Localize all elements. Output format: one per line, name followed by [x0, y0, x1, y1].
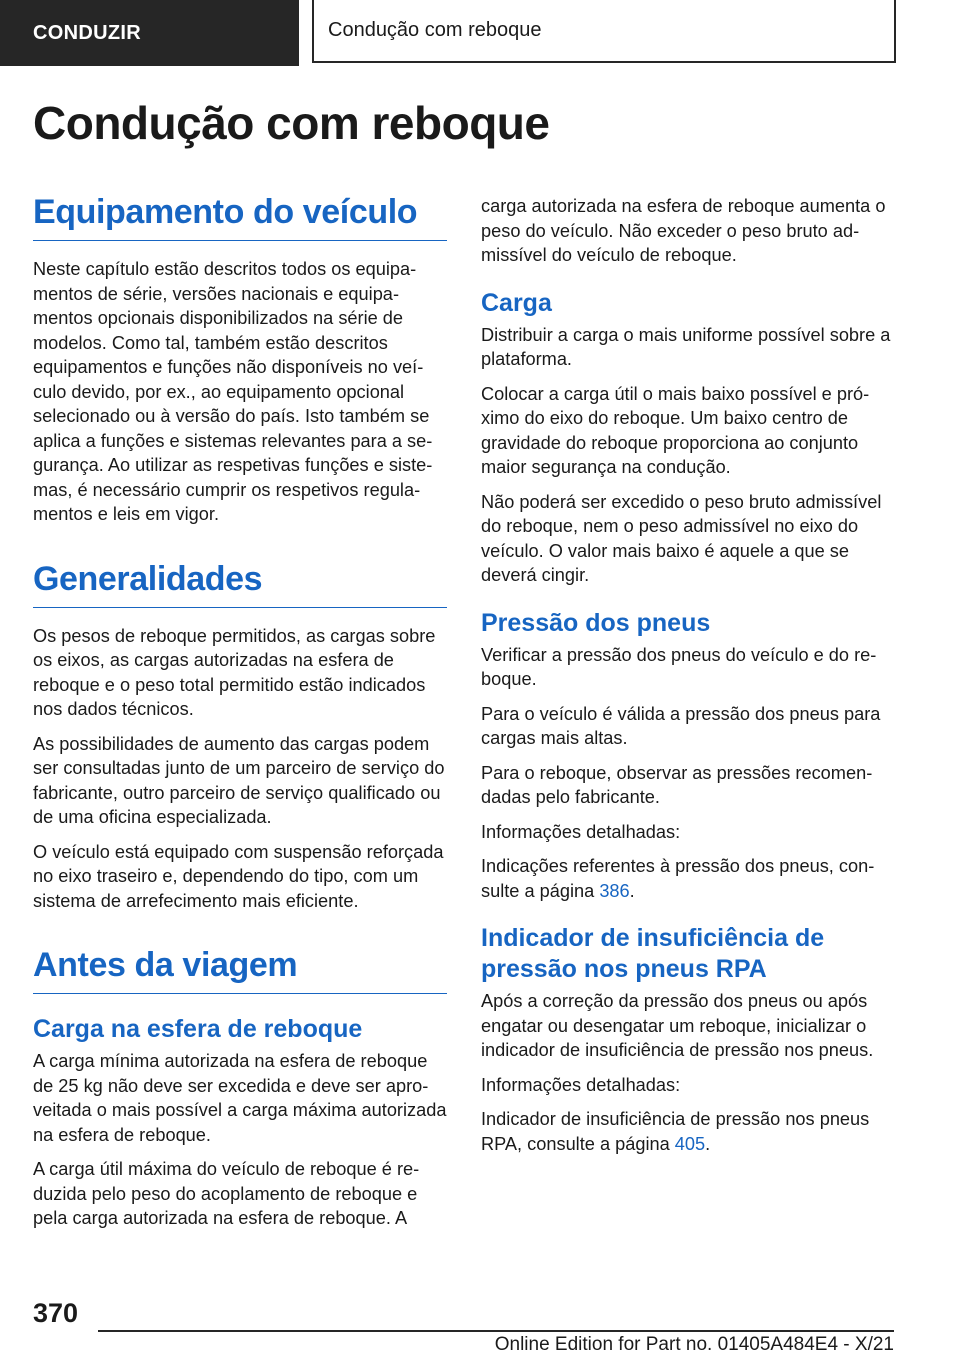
- header-section-tab: [0, 0, 299, 66]
- paragraph: Neste capítulo estão descritos todos os equipamentos de série, versões nacionais e equipamentos opcionais disponibilizados na série de modelos. Como tal, também estão descritos equipamentos e funções não disponíveis no veículo devido, por ex., ao equipamento opcional selecionado ou à versão do país. Isto também se aplica a funções e sistemas relevantes para a segurança. Ao utilizar as respetivas funções e sistemas, é necessário cumprir os respetivos regulamentos e leis em vigor.: [33, 259, 433, 524]
- paragraph: Para o veículo é válida a pressão dos pneus para cargas mais altas.: [481, 703, 881, 748]
- section-equipamento: [33, 190, 447, 527]
- paragraph-continued: carga autorizada na esfera de reboque aumenta o peso do veículo. Não exceder o peso bruto admissível do veículo de reboque.: [481, 196, 886, 265]
- paragraph: Para o reboque, observar as pressões recomendadas pelo fabricante.: [481, 762, 873, 807]
- header-chapter-tab: [312, 0, 896, 63]
- header-section-label: CONDUZIR: [33, 21, 141, 44]
- header-chapter-label: Condução com reboque: [328, 19, 542, 41]
- heading-carga: Carga: [481, 288, 552, 317]
- paragraph: Informações detalhadas:: [481, 821, 681, 842]
- heading-equipamento: Equipamento do veículo: [33, 190, 447, 241]
- footer-divider: [98, 1330, 894, 1332]
- heading-antes: Antes da viagem: [33, 943, 447, 994]
- paragraph: A carga útil máxima do veículo de reboque é reduzida pelo peso do acoplamento de reboque e pela carga autorizada na esfera de reboque. A: [33, 1159, 420, 1228]
- heading-rpa: Indicador de insuficiência de pressão nos pneus RPA: [481, 924, 825, 983]
- paragraph: Os pesos de reboque permitidos, as cargas sobre os eixos, as cargas autorizadas na esfera de reboque e o peso total permitido estão indicados nos dados técnicos.: [33, 625, 436, 719]
- heading-pressao: Pressão dos pneus: [481, 608, 711, 637]
- heading-carga-esfera: Carga na esfera de reboque: [33, 1015, 363, 1043]
- paragraph: Verificar a pressão dos pneus do veículo e do reboque.: [481, 644, 877, 689]
- paragraph-text: Indicador de insuficiência de pressão nos pneus RPA, consulte a página: [481, 1109, 870, 1154]
- footer-edition: Online Edition for Part no. 01405A484E4 - X/21: [494, 1334, 894, 1355]
- paragraph: Após a correção da pressão dos pneus ou após engatar ou desengatar um reboque, inicializar o indicador de insuficiência de pressão nos pneus.: [481, 991, 874, 1060]
- paragraph: Distribuir a carga o mais uniforme possível sobre a plataforma.: [481, 324, 891, 369]
- page-number: 370: [33, 1298, 79, 1328]
- section-generalidades: [33, 557, 447, 914]
- page-title: Condução com reboque: [33, 97, 550, 149]
- paragraph: Informações detalhadas:: [481, 1074, 681, 1095]
- paragraph-text: Indicações referentes à pressão dos pneus, consulte a página: [481, 856, 875, 901]
- left-column: [33, 190, 447, 1241]
- paragraph: O veículo está equipado com suspensão reforçada no eixo traseiro e, dependendo do tipo, com um sistema de arrefecimento mais eficiente.: [33, 841, 444, 911]
- paragraph-end: .: [629, 880, 635, 901]
- paragraph: Colocar a carga útil o mais baixo possível e próximo do eixo do reboque. Um baixo centro de gravidade do reboque proporciona ao conjunto maior segurança na condução.: [481, 383, 870, 477]
- paragraph: As possibilidades de aumento das cargas podem ser consultadas junto de um parceiro de serviço do fabricante, outro parceiro de serviço qualificado ou de uma oficina especializada.: [33, 733, 445, 827]
- page-link-386[interactable]: 386: [599, 880, 630, 901]
- paragraph: Não poderá ser excedido o peso bruto admissível do reboque, nem o peso admissível no eixo do veículo. O valor mais baixo é aquele a que se deverá cingir.: [481, 491, 882, 585]
- paragraph-with-link: [481, 1107, 891, 1156]
- section-antes: [33, 943, 447, 1231]
- heading-generalidades: Generalidades: [33, 557, 447, 608]
- paragraph: A carga mínima autorizada na esfera de reboque de 25 kg não deve ser excedida e deve ser aproveitada o mais possível a carga máxima autorizada na esfera de reboque.: [33, 1051, 447, 1145]
- paragraph-end: .: [705, 1133, 711, 1154]
- paragraph-with-link: [481, 854, 891, 903]
- page-link-405[interactable]: 405: [674, 1133, 706, 1154]
- right-column: [481, 194, 891, 1166]
